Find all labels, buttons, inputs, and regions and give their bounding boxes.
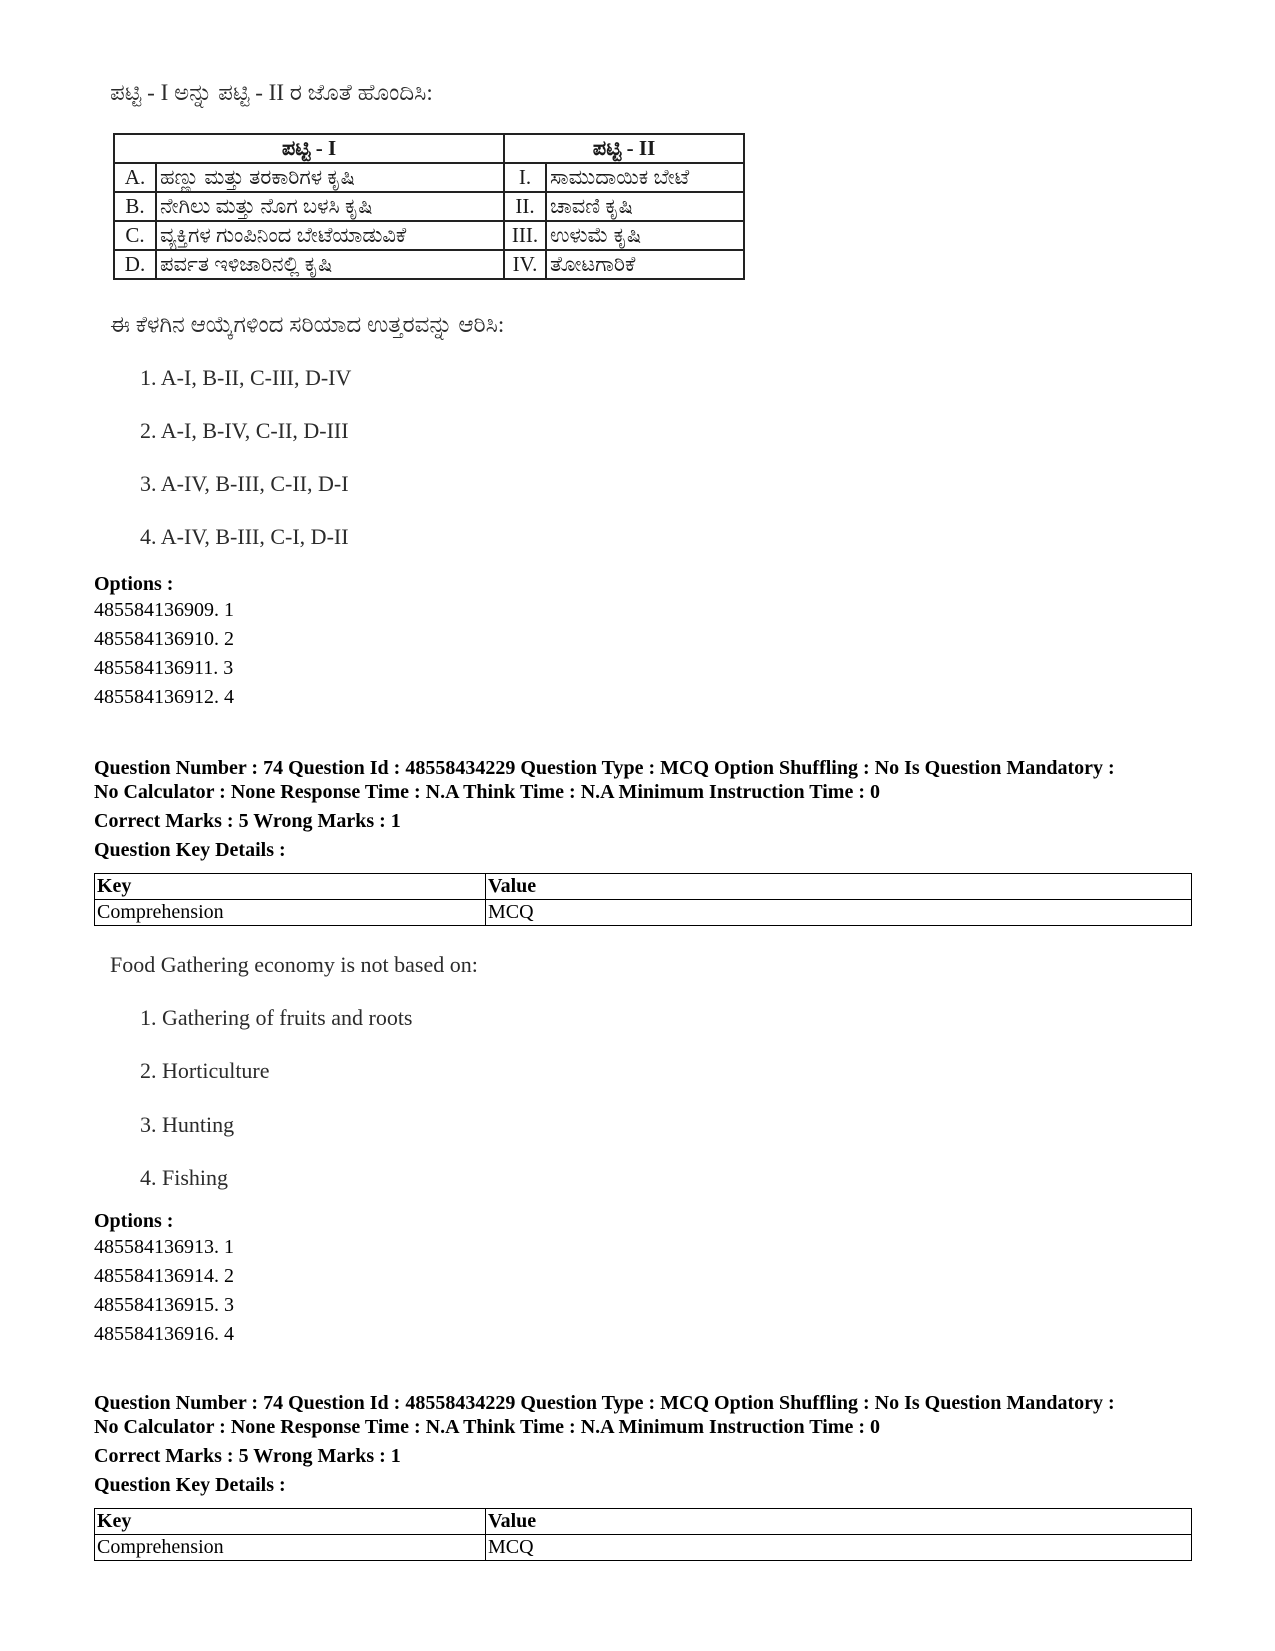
key-details-title: Question Key Details : bbox=[94, 839, 286, 861]
match-label: IV. bbox=[504, 250, 546, 279]
key-header: Key bbox=[95, 1509, 486, 1535]
match-table-head-list2: ಪಟ್ಟಿ - II bbox=[504, 134, 744, 163]
question-meta-line: No Calculator : None Response Time : N.A Think Time : N.A Minimum Instruction Time : 0 bbox=[94, 781, 880, 803]
option-item: 485584136914. 2 bbox=[94, 1265, 234, 1287]
option-item: 485584136911. 3 bbox=[94, 657, 234, 679]
option-item: 485584136915. 3 bbox=[94, 1294, 234, 1316]
question-meta-line: No Calculator : None Response Time : N.A Think Time : N.A Minimum Instruction Time : 0 bbox=[94, 1416, 880, 1438]
question-meta-line: Question Number : 74 Question Id : 48558434229 Question Type : MCQ Option Shuffling : No Is Question Mandatory : bbox=[94, 1392, 1115, 1414]
match-table bbox=[113, 133, 745, 280]
key-details-table bbox=[94, 873, 1192, 926]
q2-options bbox=[94, 1210, 234, 1349]
value-cell: MCQ bbox=[486, 900, 1192, 926]
q2-choice: 1. Gathering of fruits and roots bbox=[140, 1005, 413, 1030]
match-row bbox=[114, 192, 744, 221]
q1-choice: 4. A-IV, B-III, C-I, D-II bbox=[140, 524, 349, 549]
q1-choice: 3. A-IV, B-III, C-II, D-I bbox=[140, 471, 349, 496]
match-item: ವ್ಯಕ್ತಿಗಳ ಗುಂಪಿನಿಂದ ಬೇಟೆಯಾಡುವಿಕೆ bbox=[156, 221, 504, 250]
match-label: B. bbox=[114, 192, 156, 221]
options-title: Options : bbox=[94, 573, 174, 595]
match-item: ಹಣ್ಣು ಮತ್ತು ತರಕಾರಿಗಳ ಕೃಷಿ bbox=[156, 163, 504, 192]
match-item: ನೇಗಿಲು ಮತ್ತು ನೊಗ ಬಳಸಿ ಕೃಷಿ bbox=[156, 192, 504, 221]
key-details-table bbox=[94, 1508, 1192, 1561]
match-table-head-list1: ಪಟ್ಟಿ - I bbox=[114, 134, 504, 163]
match-item: ಚಾವಣಿ ಕೃಷಿ bbox=[546, 192, 744, 221]
question-meta-line: Question Number : 74 Question Id : 48558434229 Question Type : MCQ Option Shuffling : No Is Question Mandatory : bbox=[94, 757, 1115, 779]
marks-line: Correct Marks : 5 Wrong Marks : 1 bbox=[94, 1445, 401, 1467]
match-label: I. bbox=[504, 163, 546, 192]
match-row bbox=[114, 221, 744, 250]
match-label: III. bbox=[504, 221, 546, 250]
q2-choice: 2. Horticulture bbox=[140, 1058, 270, 1083]
option-item: 485584136916. 4 bbox=[94, 1323, 234, 1345]
q1-stem: ಪಟ್ಟಿ - I ಅನ್ನು ಪಟ್ಟಿ - II ರ ಜೊತೆ ಹೊಂದಿಸಿ: bbox=[110, 80, 433, 105]
q1-choice: 2. A-I, B-IV, C-II, D-III bbox=[140, 418, 349, 443]
q1-instruction: ಈ ಕೆಳಗಿನ ಆಯ್ಕೆಗಳಿಂದ ಸರಿಯಾದ ಉತ್ತರವನ್ನು ಆರಿಸಿ: bbox=[110, 312, 505, 337]
option-item: 485584136909. 1 bbox=[94, 599, 234, 621]
match-item: ಉಳುಮೆ ಕೃಷಿ bbox=[546, 221, 744, 250]
match-row bbox=[114, 163, 744, 192]
q2-meta bbox=[94, 756, 1194, 862]
key-header: Key bbox=[95, 874, 486, 900]
option-item: 485584136912. 4 bbox=[94, 686, 234, 708]
q2-choice: 4. Fishing bbox=[140, 1165, 229, 1190]
match-item: ಸಾಮುದಾಯಿಕ ಬೇಟೆ bbox=[546, 163, 744, 192]
key-cell: Comprehension bbox=[95, 1535, 486, 1561]
match-label: A. bbox=[114, 163, 156, 192]
value-header: Value bbox=[486, 1509, 1192, 1535]
q3-meta bbox=[94, 1391, 1194, 1497]
options-title: Options : bbox=[94, 1210, 174, 1232]
match-label: II. bbox=[504, 192, 546, 221]
key-cell: Comprehension bbox=[95, 900, 486, 926]
q2-stem: Food Gathering economy is not based on: bbox=[110, 952, 478, 977]
match-label: D. bbox=[114, 250, 156, 279]
match-label: C. bbox=[114, 221, 156, 250]
value-header: Value bbox=[486, 874, 1192, 900]
key-details-title: Question Key Details : bbox=[94, 1474, 286, 1496]
q2-choice: 3. Hunting bbox=[140, 1112, 235, 1137]
marks-line: Correct Marks : 5 Wrong Marks : 1 bbox=[94, 810, 401, 832]
match-item: ತೋಟಗಾರಿಕೆ bbox=[546, 250, 744, 279]
match-row bbox=[114, 250, 744, 279]
option-item: 485584136913. 1 bbox=[94, 1236, 234, 1258]
value-cell: MCQ bbox=[486, 1535, 1192, 1561]
q1-options bbox=[94, 573, 234, 712]
option-item: 485584136910. 2 bbox=[94, 628, 234, 650]
q1-choice: 1. A-I, B-II, C-III, D-IV bbox=[140, 365, 352, 390]
match-item: ಪರ್ವತ ಇಳಿಜಾರಿನಲ್ಲಿ ಕೃಷಿ bbox=[156, 250, 504, 279]
